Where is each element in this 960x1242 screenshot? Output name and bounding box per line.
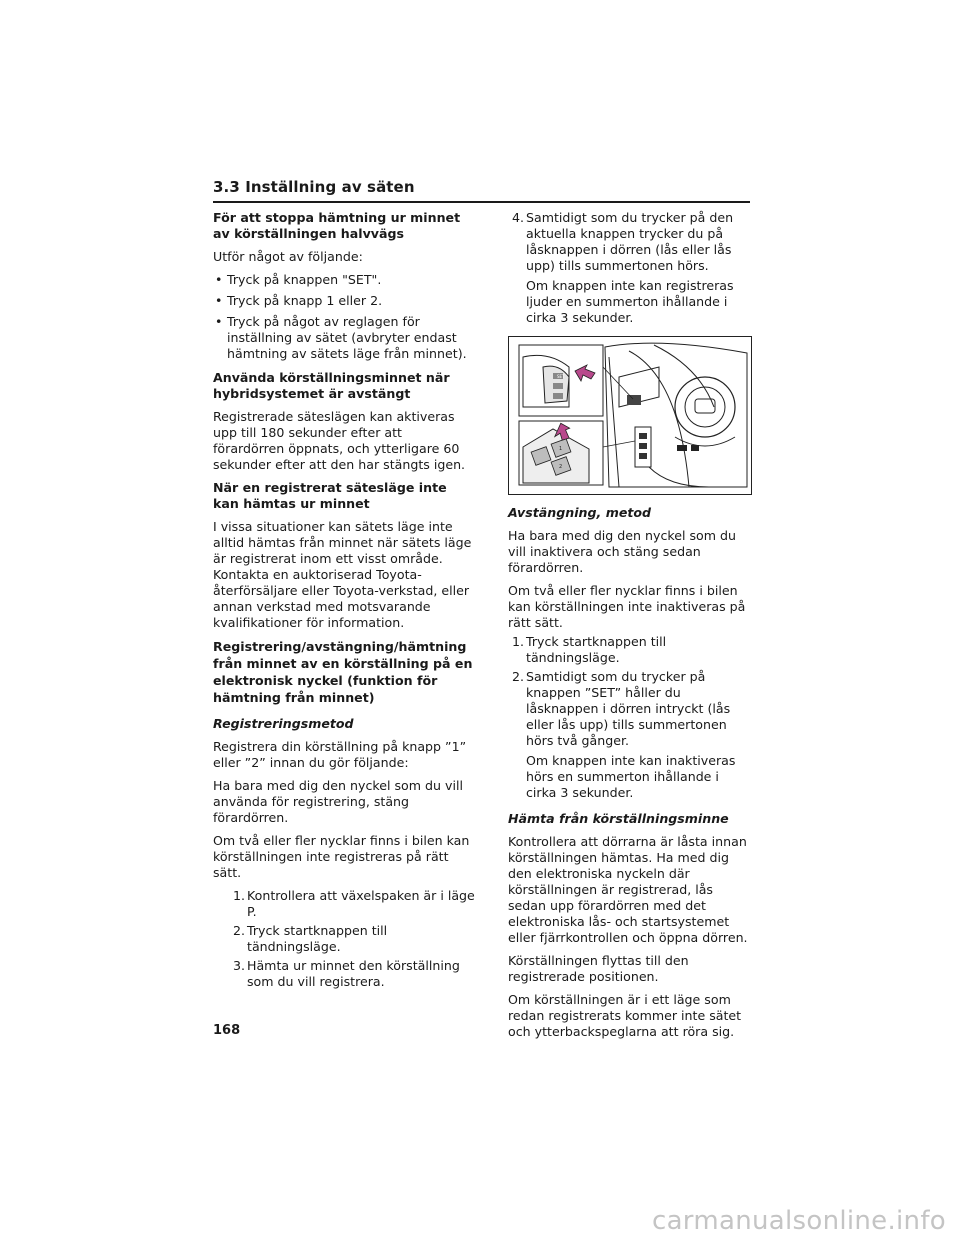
heading-stop-recall: För att stoppa hämtning ur minnet av körställningen halvvägs bbox=[213, 210, 461, 241]
door-panel-illustration bbox=[509, 337, 751, 494]
step-number: 1. bbox=[233, 888, 246, 903]
numbered-step bbox=[508, 669, 752, 749]
paragraph: Om körställningen är i ett läge som redan registrerats kommer inte sätet och ytterbackspeglarna att röra sig. bbox=[508, 992, 742, 1039]
step-text: Tryck startknappen till tändningsläge. bbox=[526, 634, 667, 665]
list-item: • Tryck på knapp 1 eller 2. bbox=[213, 293, 475, 309]
heading-deactivation: Avstängning, metod bbox=[508, 505, 652, 520]
paragraph: I vissa situationer kan sätets läge inte alltid hämtas från minnet när sätets läge är registrerat inom ett visst område. Kontakta en auktoriserad Toyota-återförsäljare eller Toyota-verkstad, eller annan verkstad med motsvarande kvalifikationer för information. bbox=[213, 519, 472, 630]
button-label-2: 2 bbox=[559, 464, 563, 470]
paragraph: Kontrollera att dörrarna är låsta innan körställningen hämtas. Ha med dig den elektroniska nyckeln där körställningen är registrerad, lås sedan upp förardörren med det elektroniska lås- och startsystemet eller fjärrkontrollen och öppna dörren. bbox=[508, 834, 748, 945]
heading-registration-method: Registreringsmetod bbox=[213, 716, 354, 731]
button-label-1: 1 bbox=[559, 446, 563, 452]
step-number: 3. bbox=[233, 958, 246, 973]
step-text: Tryck startknappen till tändningsläge. bbox=[247, 923, 388, 954]
paragraph: Körställningen flyttas till den registrerade positionen. bbox=[508, 953, 689, 984]
paragraph: Registrera din körställning på knapp ”1” eller ”2” innan du gör följande: bbox=[213, 739, 467, 770]
list-item: • Tryck på något av reglagen för inställning av sätet (avbryter endast hämtning av sätets läge från minnet). bbox=[213, 314, 475, 362]
step-note: Om knappen inte kan registreras ljuder en summerton ihållande i cirka 3 sekunder. bbox=[526, 278, 734, 325]
paragraph: Utför något av följande: bbox=[213, 249, 363, 264]
step-text: Hämta ur minnet den körställning som du vill registrera. bbox=[247, 958, 460, 989]
numbered-step bbox=[213, 888, 475, 920]
heading-hybrid-off: Använda körställningsminnet när hybridsystemet är avstängt bbox=[213, 370, 450, 401]
heading-cannot-recall: När en registrerat sätesläge inte kan hämtas ur minnet bbox=[213, 480, 447, 511]
paragraph: Registrerade säteslägen kan aktiveras upp till 180 sekunder efter att förardörren öppnats, och ytterligare 60 sekunder efter att den har stängts igen. bbox=[213, 409, 466, 472]
step-number: 2. bbox=[233, 923, 246, 938]
set-label-upper: SET bbox=[557, 374, 565, 379]
step-text: Samtidigt som du trycker på den aktuella knappen trycker du på låsknappen i dörren (lås eller lås upp) tills summertonen hörs. bbox=[526, 210, 734, 273]
left-column bbox=[213, 210, 475, 993]
list-item: • Tryck på knappen "SET". bbox=[213, 272, 475, 288]
section-title: 3.3 Inställning av säten bbox=[213, 178, 415, 196]
step-number: 2. bbox=[512, 669, 525, 684]
step-note: Om knappen inte kan inaktiveras hörs en summerton ihållande i cirka 3 sekunder. bbox=[526, 753, 736, 800]
paragraph: Ha bara med dig den nyckel som du vill använda för registrering, stäng förardörren. bbox=[213, 778, 463, 825]
heading-recall: Hämta från körställningsminne bbox=[508, 811, 729, 826]
step-text: Samtidigt som du trycker på knappen ”SET” håller du låsknappen i dörren intryckt (lås eller lås upp) tills summertonen hörs två gånger. bbox=[526, 669, 731, 748]
illustration-door-memory-buttons bbox=[508, 336, 752, 495]
numbered-step bbox=[508, 634, 752, 666]
numbered-step bbox=[213, 958, 475, 990]
numbered-step bbox=[508, 210, 752, 274]
header-rule bbox=[213, 201, 750, 203]
paragraph: Ha bara med dig den nyckel som du vill inaktivera och stäng sedan förardörren. bbox=[508, 528, 736, 575]
watermark: carmanualsonline.info bbox=[651, 1206, 946, 1236]
numbered-step bbox=[213, 923, 475, 955]
step-number: 1. bbox=[512, 634, 525, 649]
section-header bbox=[213, 178, 750, 203]
step-text: Kontrollera att växelspaken är i läge P. bbox=[247, 888, 475, 919]
step-number: 4. bbox=[512, 210, 525, 225]
page-number: 168 bbox=[213, 1023, 241, 1038]
paragraph: Om två eller fler nycklar finns i bilen kan körställningen inte inaktiveras på rätt sätt. bbox=[508, 583, 746, 630]
right-column bbox=[508, 210, 752, 1047]
paragraph: Om två eller fler nycklar finns i bilen kan körställningen inte registreras på rätt sätt. bbox=[213, 833, 470, 880]
heading-key-memory: Registrering/avstängning/hämtning från minnet av en körställning på en elektronisk nyckel (funktion för hämtning från minnet) bbox=[213, 639, 473, 705]
